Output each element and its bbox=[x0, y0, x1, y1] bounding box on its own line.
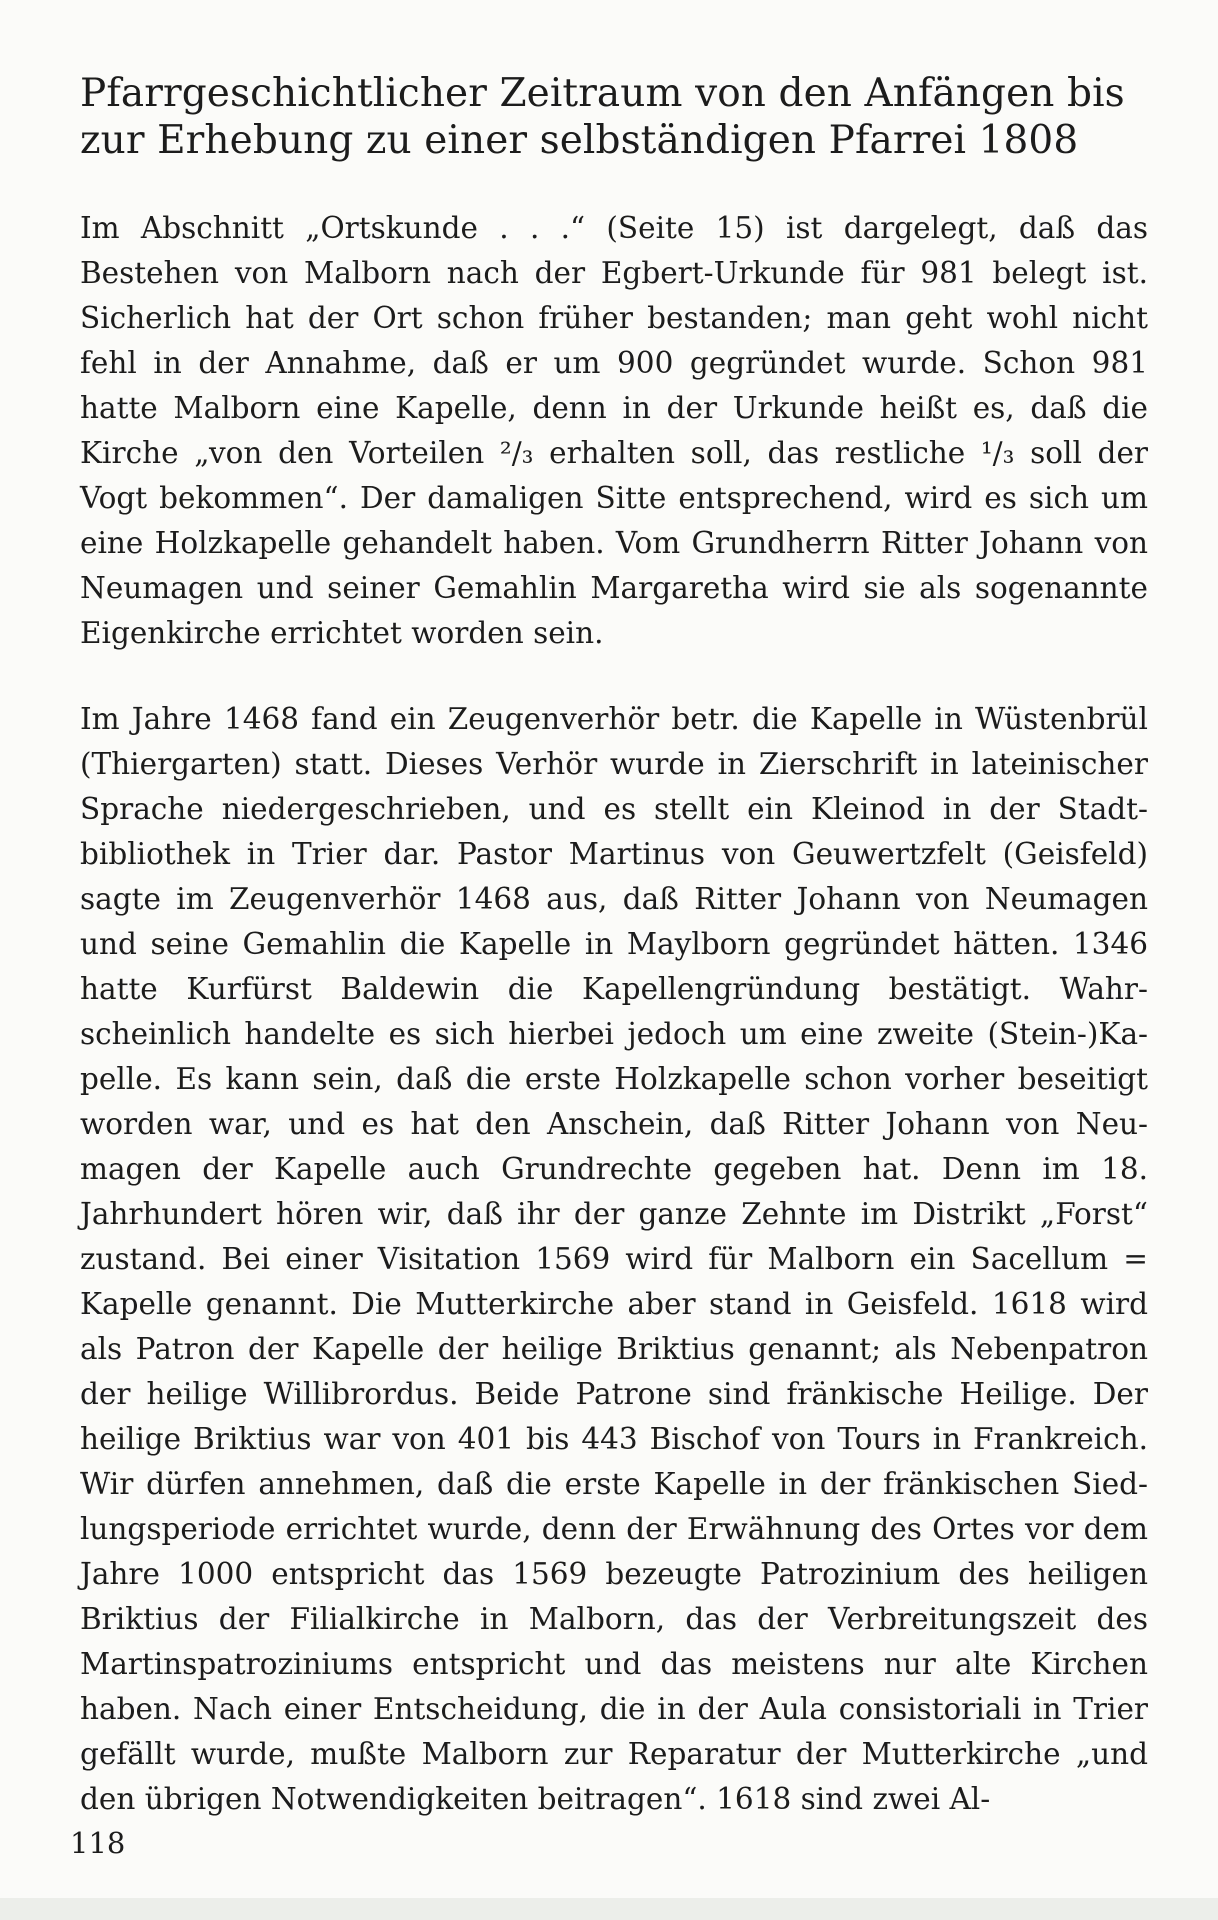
page-number: 118 bbox=[70, 1826, 126, 1860]
section-heading: Pfarrgeschichtlicher Zeitraum von den Anfängen bis zur Erhebung zu einer selbständigen Pfarrei 1808 bbox=[80, 71, 1125, 163]
scan-edge bbox=[0, 1898, 1218, 1920]
paragraph-1: Im Abschnitt „Ortskunde . . .“ (Seite 15) ist dargelegt, daß das Bestehen von Malborn nach der Egbert-Urkunde für 981 belegt ist. Sicherlich hat der Ort schon früher bestanden; man geht wohl nicht fehl in der Annahme, daß er um 900 gegründet wurde. Schon 981 hatte Malborn eine Kapelle, denn in der Urkunde heißt es, daß die Kirche „von den Vorteilen ²/₃ erhalten soll, das restliche ¹/₃ soll der Vogt bekommen“. Der damaligen Sitte entsprechend, wird es sich um eine Holzkapelle gehandelt haben. Vom Grundherrn Ritter Johann von Neumagen und seiner Gemahlin Margaretha wird sie als sogenannte Eigenkirche errichtet worden sein. bbox=[80, 211, 1148, 650]
page-content bbox=[80, 70, 1148, 1863]
paragraph-2: Im Jahre 1468 fand ein Zeugenverhör betr. die Kapelle in Wüstenbrül (Thiergarten) statt. Dieses Verhör wurde in Zierschrift in lateinischer Sprache niedergeschrieben, und es stellt ein Kleinod in der Stadtbibliothek in Trier dar. Pastor Martinus von Geuwertzfelt (Geisfeld) sagte im Zeugenverhör 1468 aus, daß Ritter Johann von Neumagen und seine Gemahlin die Kapelle in Maylborn gegründet hätten. 1346 hatte Kurfürst Baldewin die Kapellengründung bestätigt. Wahrscheinlich handelte es sich hierbei jedoch um eine zweite (Stein-)Kapelle. Es kann sein, daß die erste Holzkapelle schon vorher beseitigt worden war, und es hat den Anschein, daß Ritter Johann von Neumagen der Kapelle auch Grundrechte gegeben hat. Denn im 18. Jahrhundert hören wir, daß ihr der ganze Zehnte im Distrikt „Forst“ zustand. Bei einer Visitation 1569 wird für Malborn ein Sacellum = Kapelle genannt. Die Mutterkirche aber stand in Geisfeld. 1618 wird als Patron der Kapelle der heilige Briktius genannt; als Nebenpatron der heilige Willibrordus. Beide Patrone sind fränkische Heilige. Der heilige Briktius war von 401 bis 443 Bischof von Tours in Frankreich. Wir dürfen annehmen, daß die erste Kapelle in der fränkischen Siedlungsperiode errichtet wurde, denn der Erwähnung des Ortes vor dem Jahre 1000 entspricht das 1569 bezeugte Patrozinium des heiligen Briktius der Filialkirche in Malborn, das der Verbreitungszeit des Martinspatroziniums entspricht und das meistens nur alte Kirchen haben. Nach einer Entscheidung, die in der Aula consistoriali in Trier gefällt wurde, mußte Malborn zur Reparatur der Mutterkirche „und den übrigen Notwendigkeiten beitragen“. 1618 sind zwei Al- bbox=[80, 702, 1148, 1816]
